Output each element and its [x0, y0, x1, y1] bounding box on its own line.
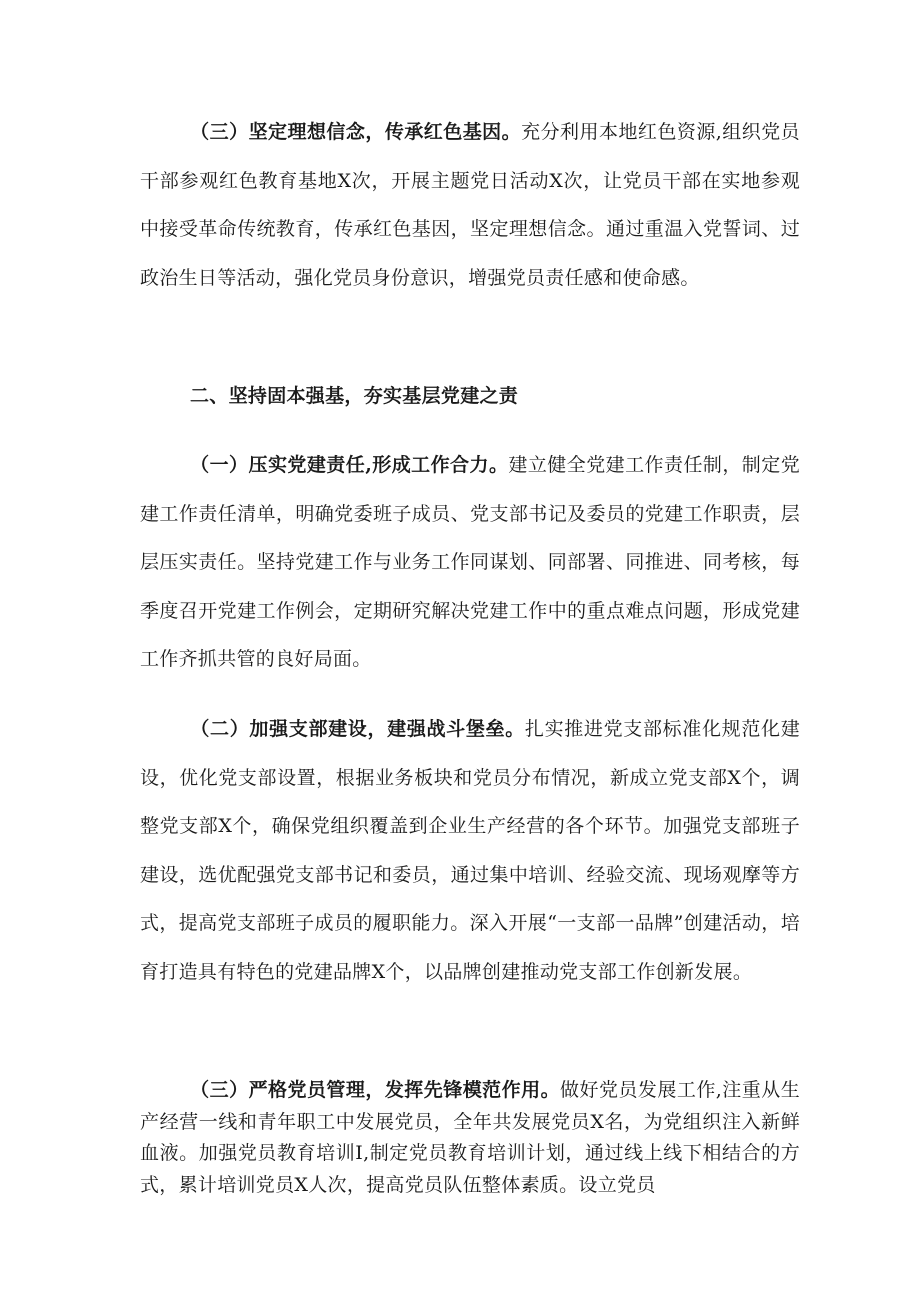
paragraph-responsibility: [140, 441, 800, 684]
section-heading: 二、坚持固本强基，夯实基层党建之责: [190, 385, 519, 407]
paragraph-lead: （三）坚定理想信念，传承红色基因。: [190, 121, 522, 143]
paragraph-body: 做好党员发展工作,注重从生产经营一线和青年职工中发展党员，全年共发展党员X名，为党组织注入新鲜血液。加强党员教育培训I,制定党员教育培训计划，通过线上线下相结合的方式，累计培训党员X人次，提高党员队伍整体素质。设立党员: [140, 1079, 800, 1196]
paragraph-lead: （一）压实党建责任,形成工作合力。: [190, 454, 509, 476]
paragraph-lead: （二）加强支部建设，建强战斗堡垒。: [190, 718, 525, 740]
paragraph-ideals: [140, 108, 800, 302]
paragraph-lead: （三）严格党员管理，发挥先锋模范作用。: [190, 1079, 561, 1101]
paragraph-body: 建立健全党建工作责任制，制定党建工作责任清单，明确党委班子成员、党支部书记及委员的党建工作职责，层层压实责任。坚持党建工作与业务工作同谋划、同部署、同推进、同考核，每季度召开党建工作例会，定期研究解决党建工作中的重点难点问题，形成党建工作齐抓共管的良好局面。: [140, 454, 800, 670]
paragraph-branch-building: [140, 705, 800, 996]
paragraph-body: 充分利用本地红色资源,组织党员干部参观红色教育基地X次，开展主题党日活动X次，让党员干部在实地参观中接受革命传统教育，传承红色基因，坚定理想信念。通过重温入党誓词、过政治生日等活动，强化党员身份意识，增强党员责任感和使命感。: [140, 121, 800, 289]
paragraph-member-management: [140, 1075, 800, 1201]
paragraph-body: 扎实推进党支部标准化规范化建设，优化党支部设置，根据业务板块和党员分布情况，新成立党支部X个，调整党支部X个，确保党组织覆盖到企业生产经营的各个环节。加强党支部班子建设，选优配强党支部书记和委员，通过集中培训、经验交流、现场观摩等方式，提高党支部班子成员的履职能力。深入开展“一支部一品牌”创建活动，培育打造具有特色的党建品牌X个，以品牌创建推动党支部工作创新发展。: [140, 718, 800, 983]
